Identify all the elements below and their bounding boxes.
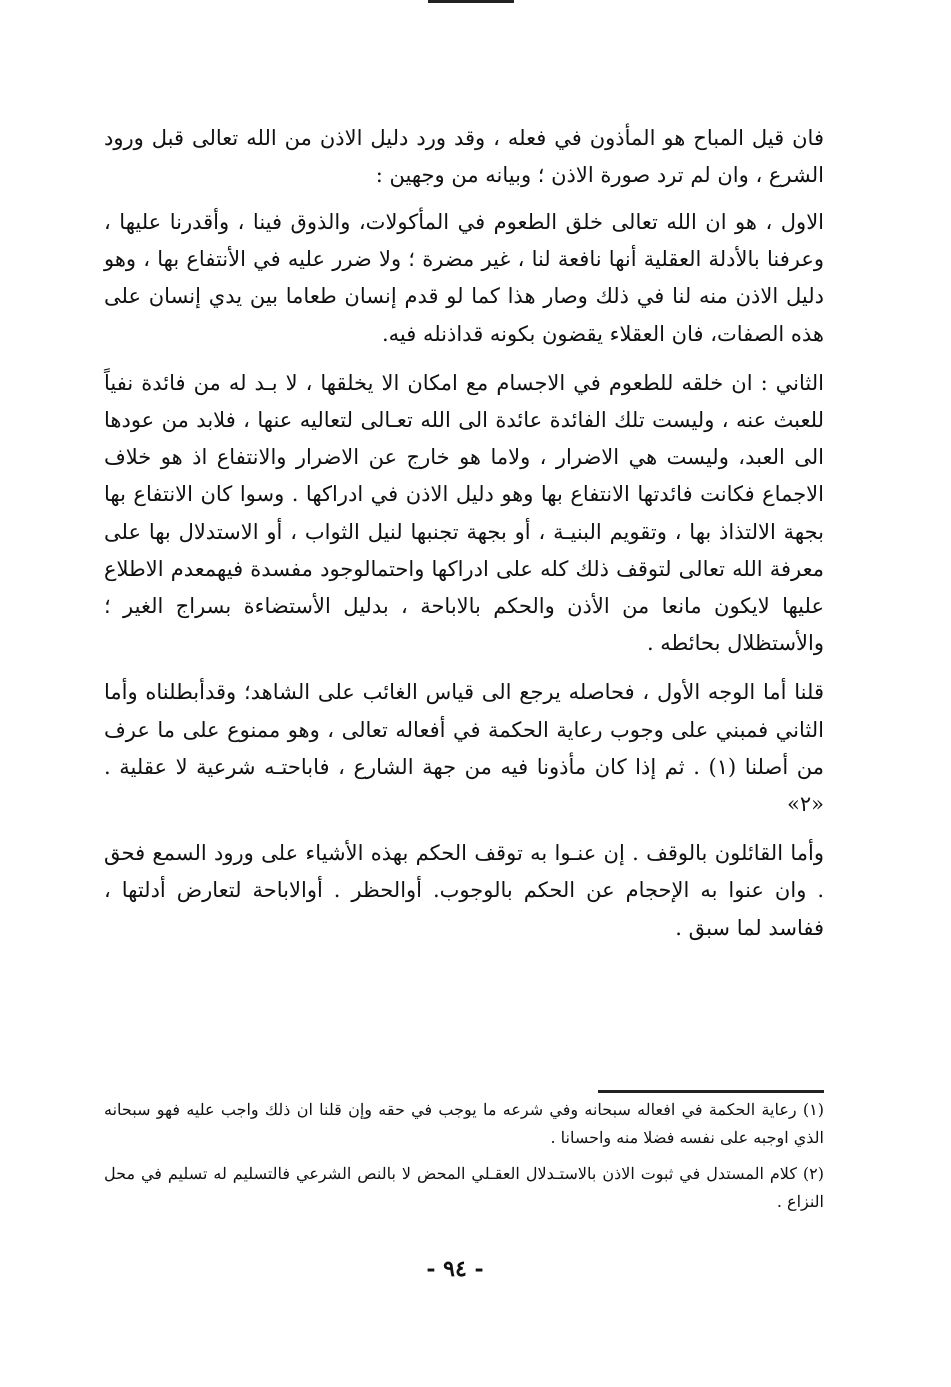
paragraph-objection: فان قيل المباح هو المأذون في فعله ، وقد ورد دليل الاذن من الله تعالى قبل ورود الشرع ، وان لم ترد صورة الاذن ؛ وبيانه من وجهين : [104, 126, 824, 188]
paragraph-second-aspect: الثاني : ان خلقه للطعوم في الاجسام مع امكان الا يخلقها ، لا بـد له من فائدة نفياً للعبث عنه ، وليست تلك الفائدة عائدة الى الله تعـالى لتعاليه عنها ، فلابد من عودها الى العبد، وليست هي الاضرار ، ولاما هو خارج عن الاضرار والانتفاع اذ هو خلاف الاجماع فكانت فائدتها الانتفاع بها وهو دليل الاذن في ادراكها . وسوا كان الانتفاع بها بجهة الالتذاذ بها ، وتقويم البنيـة ، أو بجهة تجنبها لنيل الثواب ، أو الاستدلال بها على معرفة الله تعالى لتوقف ذلك كله على ادراكها واحتمالوجود مفسدة فيهمعدم الاطلاع عليها لايكون مانعا من الأذن والحكم بالاباحة ، بدليل الأستضاءة بسراج الغير ؛ والأستظلال بحائطه . [104, 370, 825, 656]
footnote: (١) رعاية الحكمة في افعاله سبحانه وفي شرعه ما يوجب في حقه وإن قلنا ان ذلك واجب عليه فهو سبحانه الذي اوجبه على نفسه فضلا منه واحسانا . [104, 1100, 824, 1147]
main-text [104, 120, 824, 947]
paragraph-first-aspect: الاول ، هو ان الله تعالى خلق الطعوم في المأكولات، والذوق فينا ، وأقدرنا عليها ، وعرفنا بالأدلة العقلية أنها نافعة لنا ، غير مضرة ؛ ولا ضرر عليه في الأنتفاع بها ، وهو دليل الاذن منه لنا في ذلك وصار هذا كما لو قدم إنسان طعاما بين يدي إنسان على هذه الصفات، فان العقلاء يقضون بكونه قداذنله فيه. [104, 210, 824, 346]
page-number: - ٩٤ - [426, 1256, 484, 1282]
top-rule [428, 0, 514, 3]
paragraph-reply: قلنا أما الوجه الأول ، فحاصله يرجع الى قياس الغائب على الشاهد؛ وقدأبطلناه وأما الثاني فمبني على وجوب رعاية الحكمة في أفعاله تعالى ، وهو ممنوع على ما عرف من أصلنا (١) . ثم إذا كان مأذونا فيه من جهة الشارع ، فاباحتـه شرعية لا عقلية . «٢» [104, 680, 824, 817]
paragraph-suspension: وأما القائلون بالوقف . إن عنـوا به توقف الحكم بهذه الأشياء على ورود السمع فحق . وان عنوا به الإحجام عن الحكم بالوجوب. أوالحظر . أوالاباحة لتعارض أدلتها ، ففاسد لما سبق . [104, 841, 824, 940]
footnote-divider [598, 1090, 824, 1093]
footnotes [104, 1096, 824, 1216]
footnote: (٢) كلام المستدل في ثبوت الاذن بالاستـدلال العقـلي المحض لا بالنص الشرعي فالتسليم له تسليم في محل النزاع . [104, 1164, 824, 1211]
